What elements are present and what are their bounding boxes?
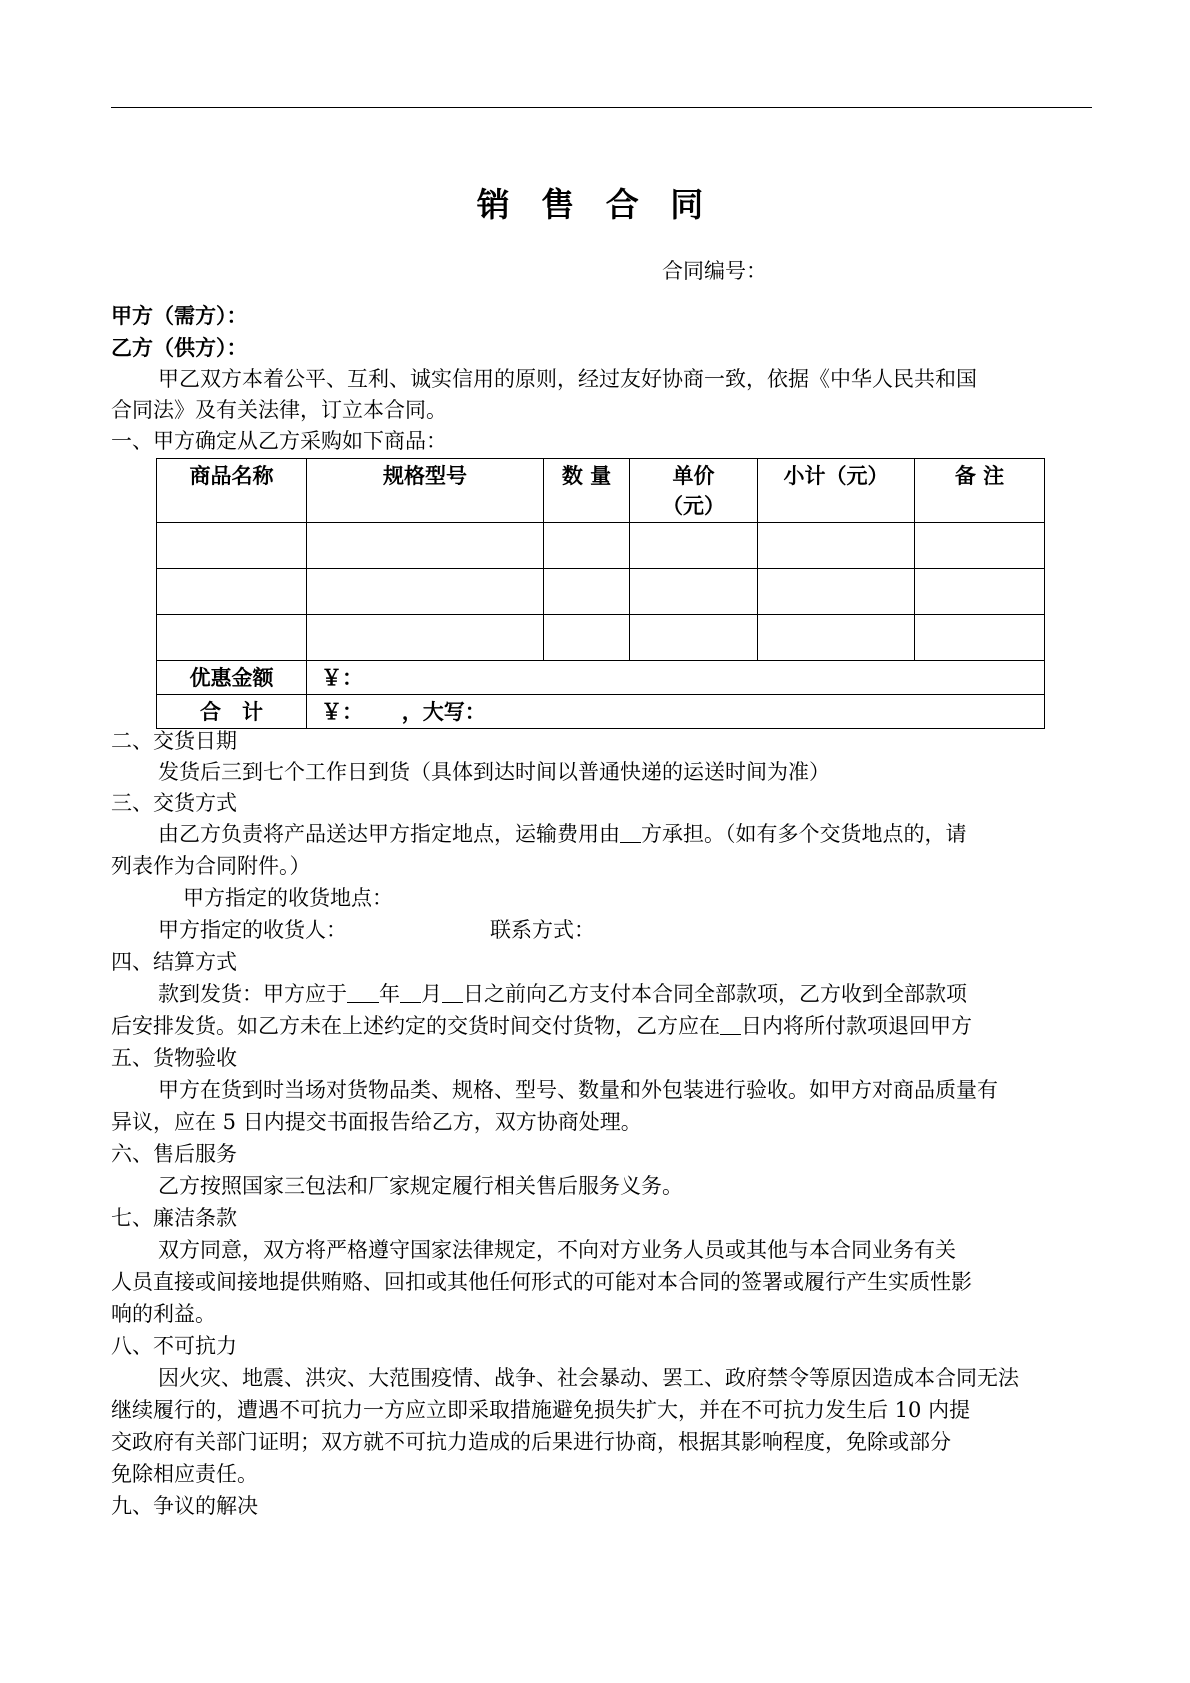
table-cell[interactable] (307, 569, 544, 615)
table-cell[interactable] (915, 523, 1045, 569)
discount-row (157, 661, 1045, 695)
section-4-body-line-2 (111, 1010, 972, 1042)
payment-day-blank[interactable] (442, 980, 463, 1003)
header-unit-price-text: 单价（元） (662, 464, 725, 518)
table-row (157, 523, 1045, 569)
table-cell[interactable] (544, 615, 630, 661)
section-8-heading: 八、不可抗力 (111, 1334, 237, 1358)
header-subtotal: 小计（元） (758, 459, 915, 523)
header-quantity: 数 量 (544, 459, 630, 523)
preamble-line-2: 合同法》及有关法律，订立本合同。 (111, 398, 447, 422)
section-5-heading: 五、货物验收 (111, 1046, 237, 1070)
total-value[interactable]: ￥： ，大写： (307, 695, 1045, 729)
document-title: 销 售 合 同 (476, 185, 714, 224)
section-4-text-d: 日之前向乙方支付本合同全部款项，乙方收到全部款项 (463, 982, 967, 1006)
header-spec-model: 规格型号 (307, 459, 544, 523)
table-cell[interactable] (630, 615, 758, 661)
table-cell[interactable] (544, 523, 630, 569)
contract-number-label: 合同编号： (662, 259, 767, 283)
section-3-text-b: 方承担。（如有多个交货地点的，请 (641, 822, 967, 846)
table-cell[interactable] (915, 569, 1045, 615)
table-cell[interactable] (544, 569, 630, 615)
header-product-name: 商品名称 (157, 459, 307, 523)
receiver-label: 甲方指定的收货人： (158, 918, 347, 942)
section-3-text-a: 由乙方负责将产品送达甲方指定地点，运输费用由 (158, 822, 620, 846)
section-5-body-line-1: 甲方在货到时当场对货物品类、规格、型号、数量和外包装进行验收。如甲方对商品质量有 (158, 1078, 998, 1102)
contact-label: 联系方式： (490, 918, 595, 942)
header-unit-price (630, 459, 758, 523)
section-4-heading: 四、结算方式 (111, 950, 237, 974)
table-row (157, 569, 1045, 615)
table-cell[interactable] (157, 523, 307, 569)
section-8-body-line-1: 因火灾、地震、洪灾、大范围疫情、战争、社会暴动、罢工、政府禁令等原因造成本合同无法 (158, 1366, 1019, 1390)
section-3-body-line-2: 列表作为合同附件。） (111, 854, 311, 878)
total-row (157, 695, 1045, 729)
section-3-heading: 三、交货方式 (111, 791, 237, 815)
refund-days-blank[interactable] (720, 1012, 741, 1035)
goods-table (156, 458, 1045, 729)
section-9-heading: 九、争议的解决 (111, 1494, 258, 1518)
section-7-body-line-2: 人员直接或间接地提供贿赂、回扣或其他任何形式的可能对本合同的签署或履行产生实质性影 (111, 1270, 972, 1294)
section-7-heading: 七、廉洁条款 (111, 1206, 237, 1230)
table-cell[interactable] (307, 523, 544, 569)
total-label: 合 计 (157, 695, 307, 729)
delivery-address-label: 甲方指定的收货地点： (183, 886, 393, 910)
discount-label: 优惠金额 (157, 661, 307, 695)
section-6-heading: 六、售后服务 (111, 1142, 237, 1166)
payment-year-blank[interactable] (347, 980, 379, 1003)
header-remarks: 备 注 (915, 459, 1045, 523)
table-cell[interactable] (157, 615, 307, 661)
section-7-body-line-1: 双方同意，双方将严格遵守国家法律规定，不向对方业务人员或其他与本合同业务有关 (158, 1238, 956, 1262)
section-4-text-e: 后安排发货。如乙方未在上述约定的交货时间交付货物，乙方应在 (111, 1014, 720, 1038)
section-6-body: 乙方按照国家三包法和厂家规定履行相关售后服务义务。 (158, 1174, 683, 1198)
header-rule (111, 107, 1092, 108)
table-cell[interactable] (157, 569, 307, 615)
table-cell[interactable] (630, 569, 758, 615)
table-cell[interactable] (307, 615, 544, 661)
section-3-body-line-1 (158, 818, 967, 850)
section-8-body-line-2: 继续履行的，遭遇不可抗力一方应立即采取措施避免损失扩大，并在不可抗力发生后 10 内提 (111, 1398, 971, 1422)
table-cell[interactable] (630, 523, 758, 569)
section-1-heading: 一、甲方确定从乙方采购如下商品： (111, 429, 447, 453)
discount-value[interactable]: ￥： (307, 661, 1045, 695)
section-4-text-a: 款到发货：甲方应于 (158, 982, 347, 1006)
table-header-row (157, 459, 1045, 523)
section-4-text-f: 日内将所付款项退回甲方 (741, 1014, 972, 1038)
section-4-month: 月 (421, 982, 442, 1006)
party-a-label: 甲方（需方）： (111, 304, 248, 328)
section-8-body-line-4: 免除相应责任。 (111, 1462, 258, 1486)
table-cell[interactable] (915, 615, 1045, 661)
table-cell[interactable] (758, 615, 915, 661)
section-8-body-line-3: 交政府有关部门证明；双方就不可抗力造成的后果进行协商，根据其影响程度，免除或部分 (111, 1430, 951, 1454)
section-4-year: 年 (379, 982, 400, 1006)
preamble-line-1: 甲乙双方本着公平、互利、诚实信用的原则，经过友好协商一致，依据《中华人民共和国 (158, 367, 977, 391)
payment-month-blank[interactable] (400, 980, 421, 1003)
section-4-body-line-1 (158, 978, 967, 1010)
party-b-label: 乙方（供方）： (111, 336, 248, 360)
section-2-heading: 二、交货日期 (111, 729, 237, 753)
section-5-body-line-2: 异议，应在 5 日内提交书面报告给乙方，双方协商处理。 (111, 1110, 642, 1134)
section-2-body: 发货后三到七个工作日到货（具体到达时间以普通快递的运送时间为准） (158, 760, 830, 784)
cost-bearer-blank[interactable] (620, 820, 641, 843)
section-7-body-line-3: 响的利益。 (111, 1302, 216, 1326)
table-cell[interactable] (758, 523, 915, 569)
table-cell[interactable] (758, 569, 915, 615)
table-row (157, 615, 1045, 661)
